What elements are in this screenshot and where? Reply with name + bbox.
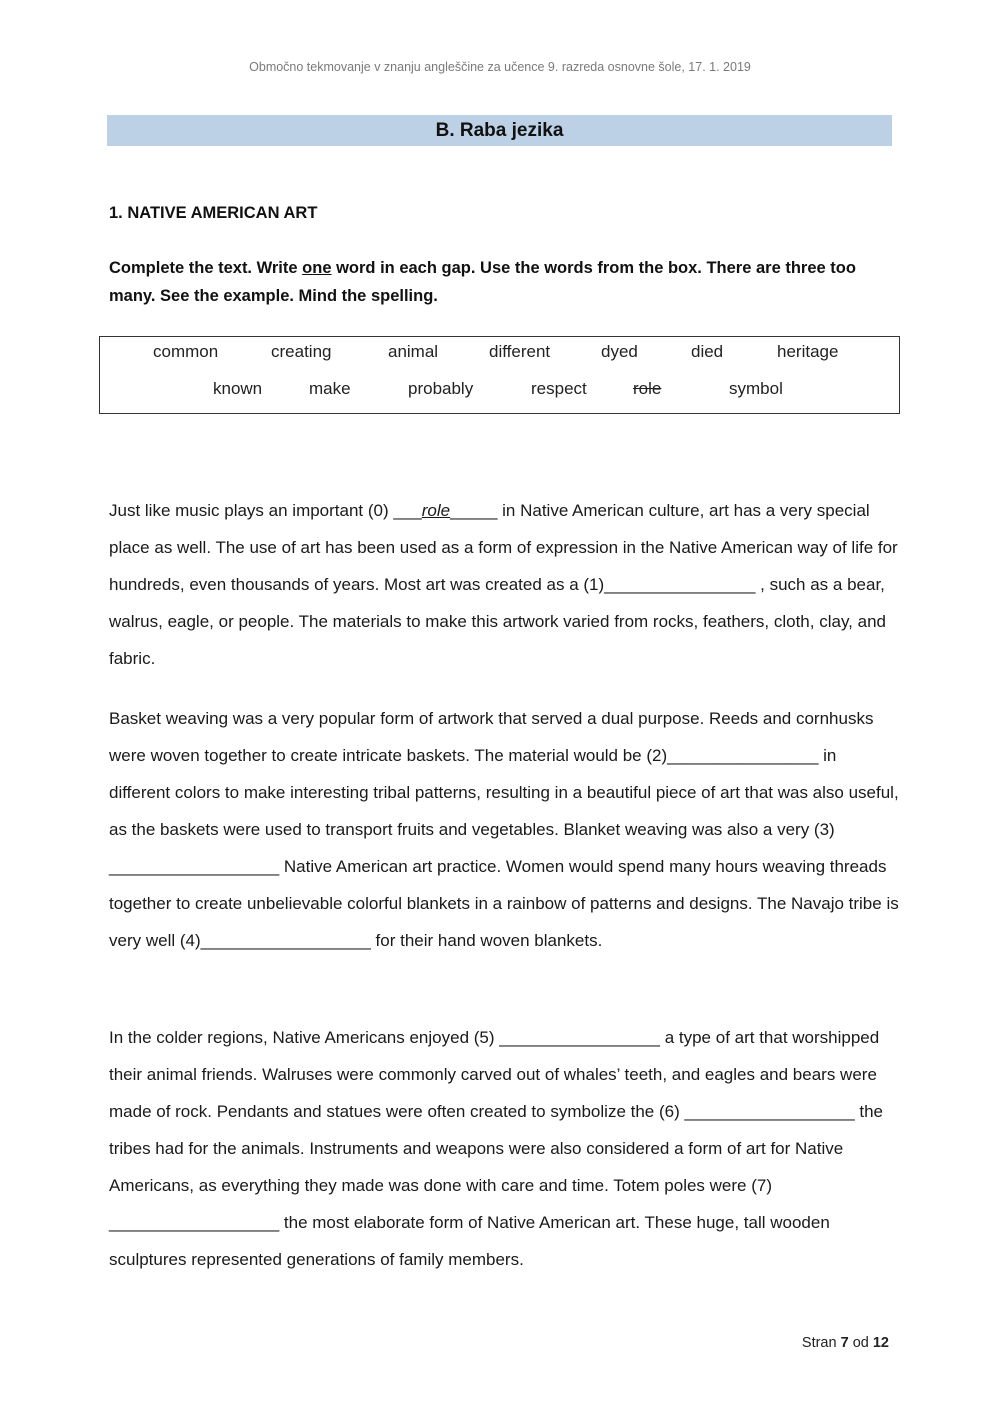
word-box-item: probably [408, 379, 474, 398]
word-box-item: make [309, 379, 351, 398]
word-box-row-2 [100, 379, 899, 399]
example-answer: role [421, 501, 451, 520]
footer-middle: od [848, 1335, 873, 1351]
example-gap-lead: ___ [393, 501, 422, 520]
footer-prefix: Stran [801, 1335, 841, 1351]
word-box-item: common [153, 342, 219, 361]
word-box-item: animal [388, 342, 439, 361]
page-header: Območno tekmovanje v znanju angleščine za učence 9. razreda osnovne šole, 17. 1. 2019 [249, 60, 751, 74]
word-box-item: different [489, 342, 551, 361]
footer-total-pages: 12 [872, 1335, 889, 1351]
example-gap-trail: _____ [450, 501, 498, 520]
task-title: 1. NATIVE AMERICAN ART [109, 204, 318, 222]
instructions-underlined-word: one [302, 259, 332, 277]
task-instructions [109, 254, 899, 310]
paragraph-2 [109, 700, 899, 959]
word-box-item-struck: role [633, 379, 662, 398]
paragraph-1-rest: in Native American culture, art has a very special place as well. The use of art has been used as a form of expression in the Native American way of life for hundreds, even thousands of years. Most art was created as a (1)________________ , such as a bear, walrus, eagle, or people. The materials to make this artwork varied from rocks, feathers, cloth, clay, and fabric. [109, 501, 898, 668]
paragraph-1-start: Just like music plays an important (0) [109, 501, 394, 520]
instructions-part2: word in each gap. Use the words from the box. There are three too many. See the example. Mind the spelling. [109, 259, 856, 305]
page-footer [802, 1335, 889, 1351]
word-box-item: known [213, 379, 263, 398]
word-box-item: died [691, 342, 724, 361]
instructions-part1: Complete the text. Write [109, 259, 303, 277]
word-box-item: creating [271, 342, 332, 361]
paragraph-1 [109, 492, 899, 677]
section-title: B. Raba jezika [107, 115, 892, 146]
word-box-item: heritage [777, 342, 839, 361]
word-box-item: dyed [601, 342, 638, 361]
word-box-row-1 [100, 342, 899, 362]
footer-page-number: 7 [840, 1335, 849, 1351]
paragraph-3-text: In the colder regions, Native Americans enjoyed (5) _________________ a type of art that worshipped their animal friends. Walruses were commonly carved out of whales’ teeth, and eagles and bears were made of rock. Pendants and statues were often created to symbolize the (6) __________________ the tribes had for the animals. Instruments and weapons were also considered a form of art for Native Americans, as everything they made was done with care and time. Totem poles were (7) __________________ the most elaborate form of Native American art. These huge, tall wooden sculptures represented generations of family members. [109, 1028, 884, 1269]
word-box-item: respect [531, 379, 587, 398]
word-box-item: symbol [729, 379, 783, 398]
paragraph-2-text: Basket weaving was a very popular form of artwork that served a dual purpose. Reeds and cornhusks were woven together to create intricate baskets. The material would be (2)________________ in different colors to make interesting tribal patterns, resulting in a beautiful piece of art that was also useful, as the baskets were used to transport fruits and vegetables. Blanket weaving was also a very (3) __________________ Native American art practice. Women would spend many hours weaving threads together to create unbelievable colorful blankets in a rainbow of patterns and designs. The Navajo tribe is very well (4)__________________ for their hand woven blankets. [109, 709, 899, 950]
paragraph-3 [109, 1019, 899, 1278]
word-box [99, 336, 900, 414]
